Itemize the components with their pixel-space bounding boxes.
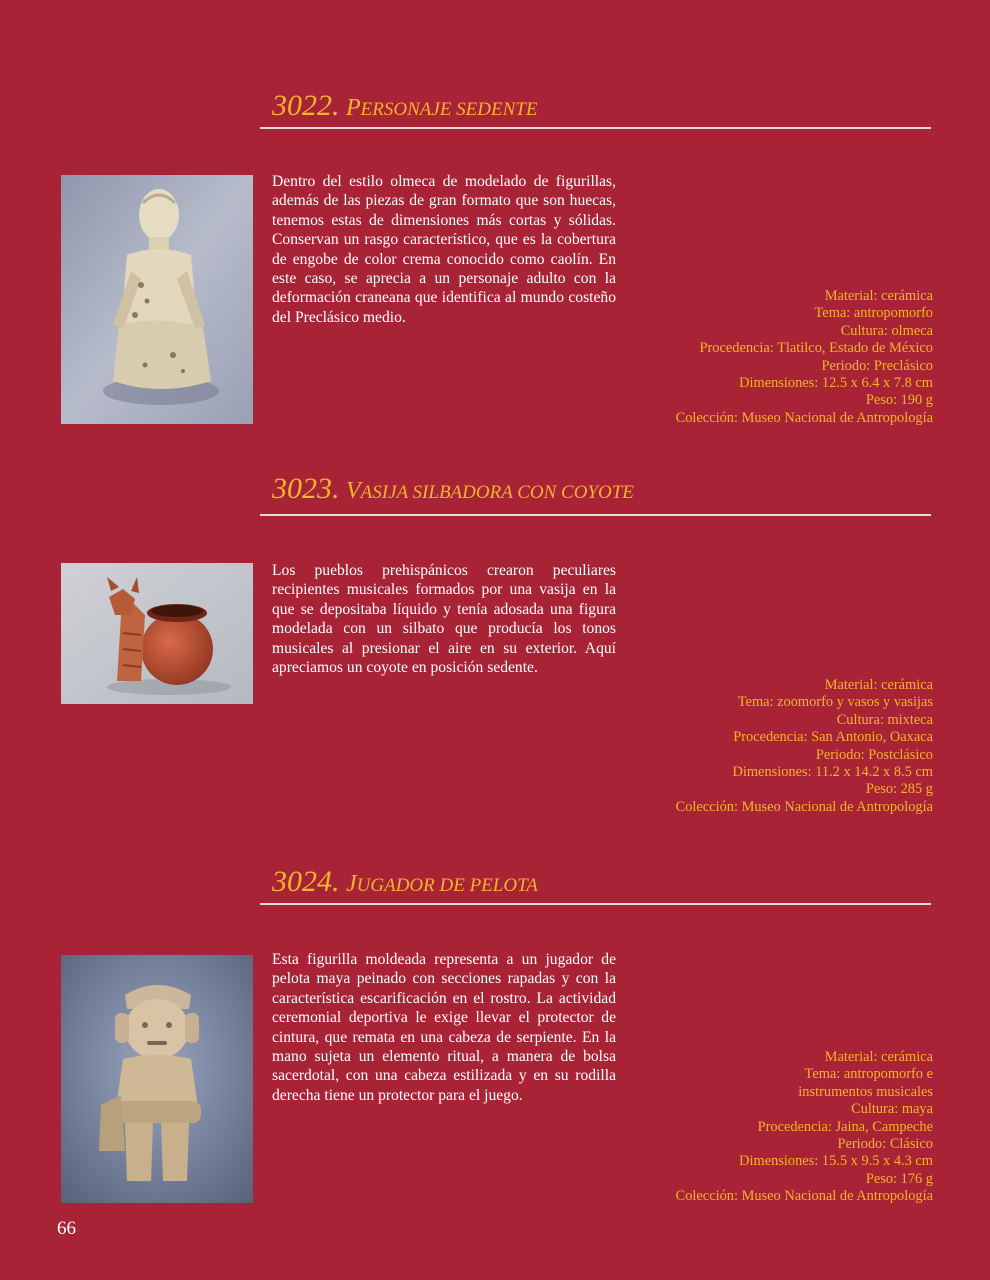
spec-tema: Tema: zoomorfo y vasos y vasijas	[737, 694, 933, 711]
entry-number: 3023.	[272, 472, 340, 505]
title-divider	[260, 127, 931, 129]
spec-tema-continued: instrumentos musicales	[798, 1083, 933, 1100]
spec-cultura: Cultura: maya	[851, 1101, 933, 1118]
spec-coleccion: Colección: Museo Nacional de Antropología	[675, 1188, 933, 1205]
spec-dimensiones: Dimensiones: 15.5 x 9.5 x 4.3 cm	[739, 1153, 933, 1170]
spec-material: Material: cerámica	[824, 677, 933, 693]
spec-peso: Peso: 285 g	[865, 781, 933, 798]
entry-specs	[676, 677, 933, 816]
entry-specs	[676, 1049, 933, 1206]
spec-procedencia: Procedencia: Tlatilco, Estado de México	[699, 340, 933, 357]
spec-coleccion: Colección: Museo Nacional de Antropología	[675, 798, 933, 815]
spec-periodo: Periodo: Clásico	[837, 1136, 933, 1153]
spec-procedencia: Procedencia: San Antonio, Oaxaca	[733, 729, 933, 746]
entry-title-initial: V	[346, 478, 361, 504]
spec-procedencia: Procedencia: Jaina, Campeche	[757, 1118, 933, 1135]
entry-number: 3022.	[272, 89, 340, 122]
spec-dimensiones: Dimensiones: 11.2 x 14.2 x 8.5 cm	[732, 764, 933, 781]
page-number: 66	[57, 1218, 76, 1239]
spec-tema: Tema: antropomorfo	[814, 305, 933, 322]
entry-title-rest: ASIJA SILBADORA CON COYOTE	[360, 482, 634, 503]
entry-title	[272, 88, 537, 128]
entry-title-initial: J	[346, 871, 357, 897]
entry-description: Dentro del estilo olmeca de modelado de figurillas, además de las piezas de gran formato que son huecas, tenemos estas de dimensiones más cortas y sólidas. Conservan un rasgo característico, que es la cobertura de engobe de color crema conocido como caolín. En este caso, se aprecia a un personaje adulto con la deformación craneana que identifica al mundo costeño del Preclásico medio.	[272, 173, 616, 326]
entry-description: Esta figurilla moldeada representa a un jugador de pelota maya peinado con secciones rapadas y con la característica escarificación en el rostro. La actividad ceremonial deportiva le exige llevar el protector de cintura, que remata en una cabeza de serpiente. En la mano sujeta un elemento ritual, a manera de bolsa sacerdotal, con una cabeza estilizada y en su rodilla derecha tiene un protector para el juego.	[272, 951, 616, 1104]
entry-title	[272, 471, 634, 511]
spec-tema: Tema: antropomorfo e	[804, 1066, 933, 1083]
spec-material: Material: cerámica	[824, 1049, 933, 1065]
entry-title	[272, 864, 538, 904]
spec-periodo: Periodo: Postclásico	[815, 746, 933, 763]
ballplayer-photo	[61, 955, 253, 1203]
spec-material: Material: cerámica	[824, 288, 933, 304]
entry-title-initial: P	[346, 95, 361, 121]
spec-cultura: Cultura: mixteca	[836, 711, 933, 728]
spec-dimensiones: Dimensiones: 12.5 x 6.4 x 7.8 cm	[739, 375, 933, 392]
entry-title-rest: UGADOR DE PELOTA	[356, 875, 538, 896]
entry-number: 3024.	[272, 865, 340, 898]
spec-coleccion: Colección: Museo Nacional de Antropología	[675, 409, 933, 426]
entry-description: Los pueblos prehispánicos crearon peculiares recipientes musicales formados por una vasija en la que se depositaba líquido y tenía adosada una figura modelada con un silbato que producía los tonos musicales al presionar el aire en su exterior. Aquí apreciamos un coyote en posición sedente.	[272, 562, 616, 677]
entry-title-rest: ERSONAJE SEDENTE	[360, 99, 538, 120]
spec-cultura: Cultura: olmeca	[840, 322, 933, 339]
entry-specs	[676, 288, 933, 427]
figurine-photo	[61, 175, 253, 424]
whistling-vessel-photo	[61, 563, 253, 704]
spec-peso: Peso: 176 g	[865, 1170, 933, 1187]
title-divider	[260, 903, 931, 905]
title-divider	[260, 514, 931, 516]
spec-periodo: Periodo: Preclásico	[821, 357, 933, 374]
spec-peso: Peso: 190 g	[865, 392, 933, 409]
